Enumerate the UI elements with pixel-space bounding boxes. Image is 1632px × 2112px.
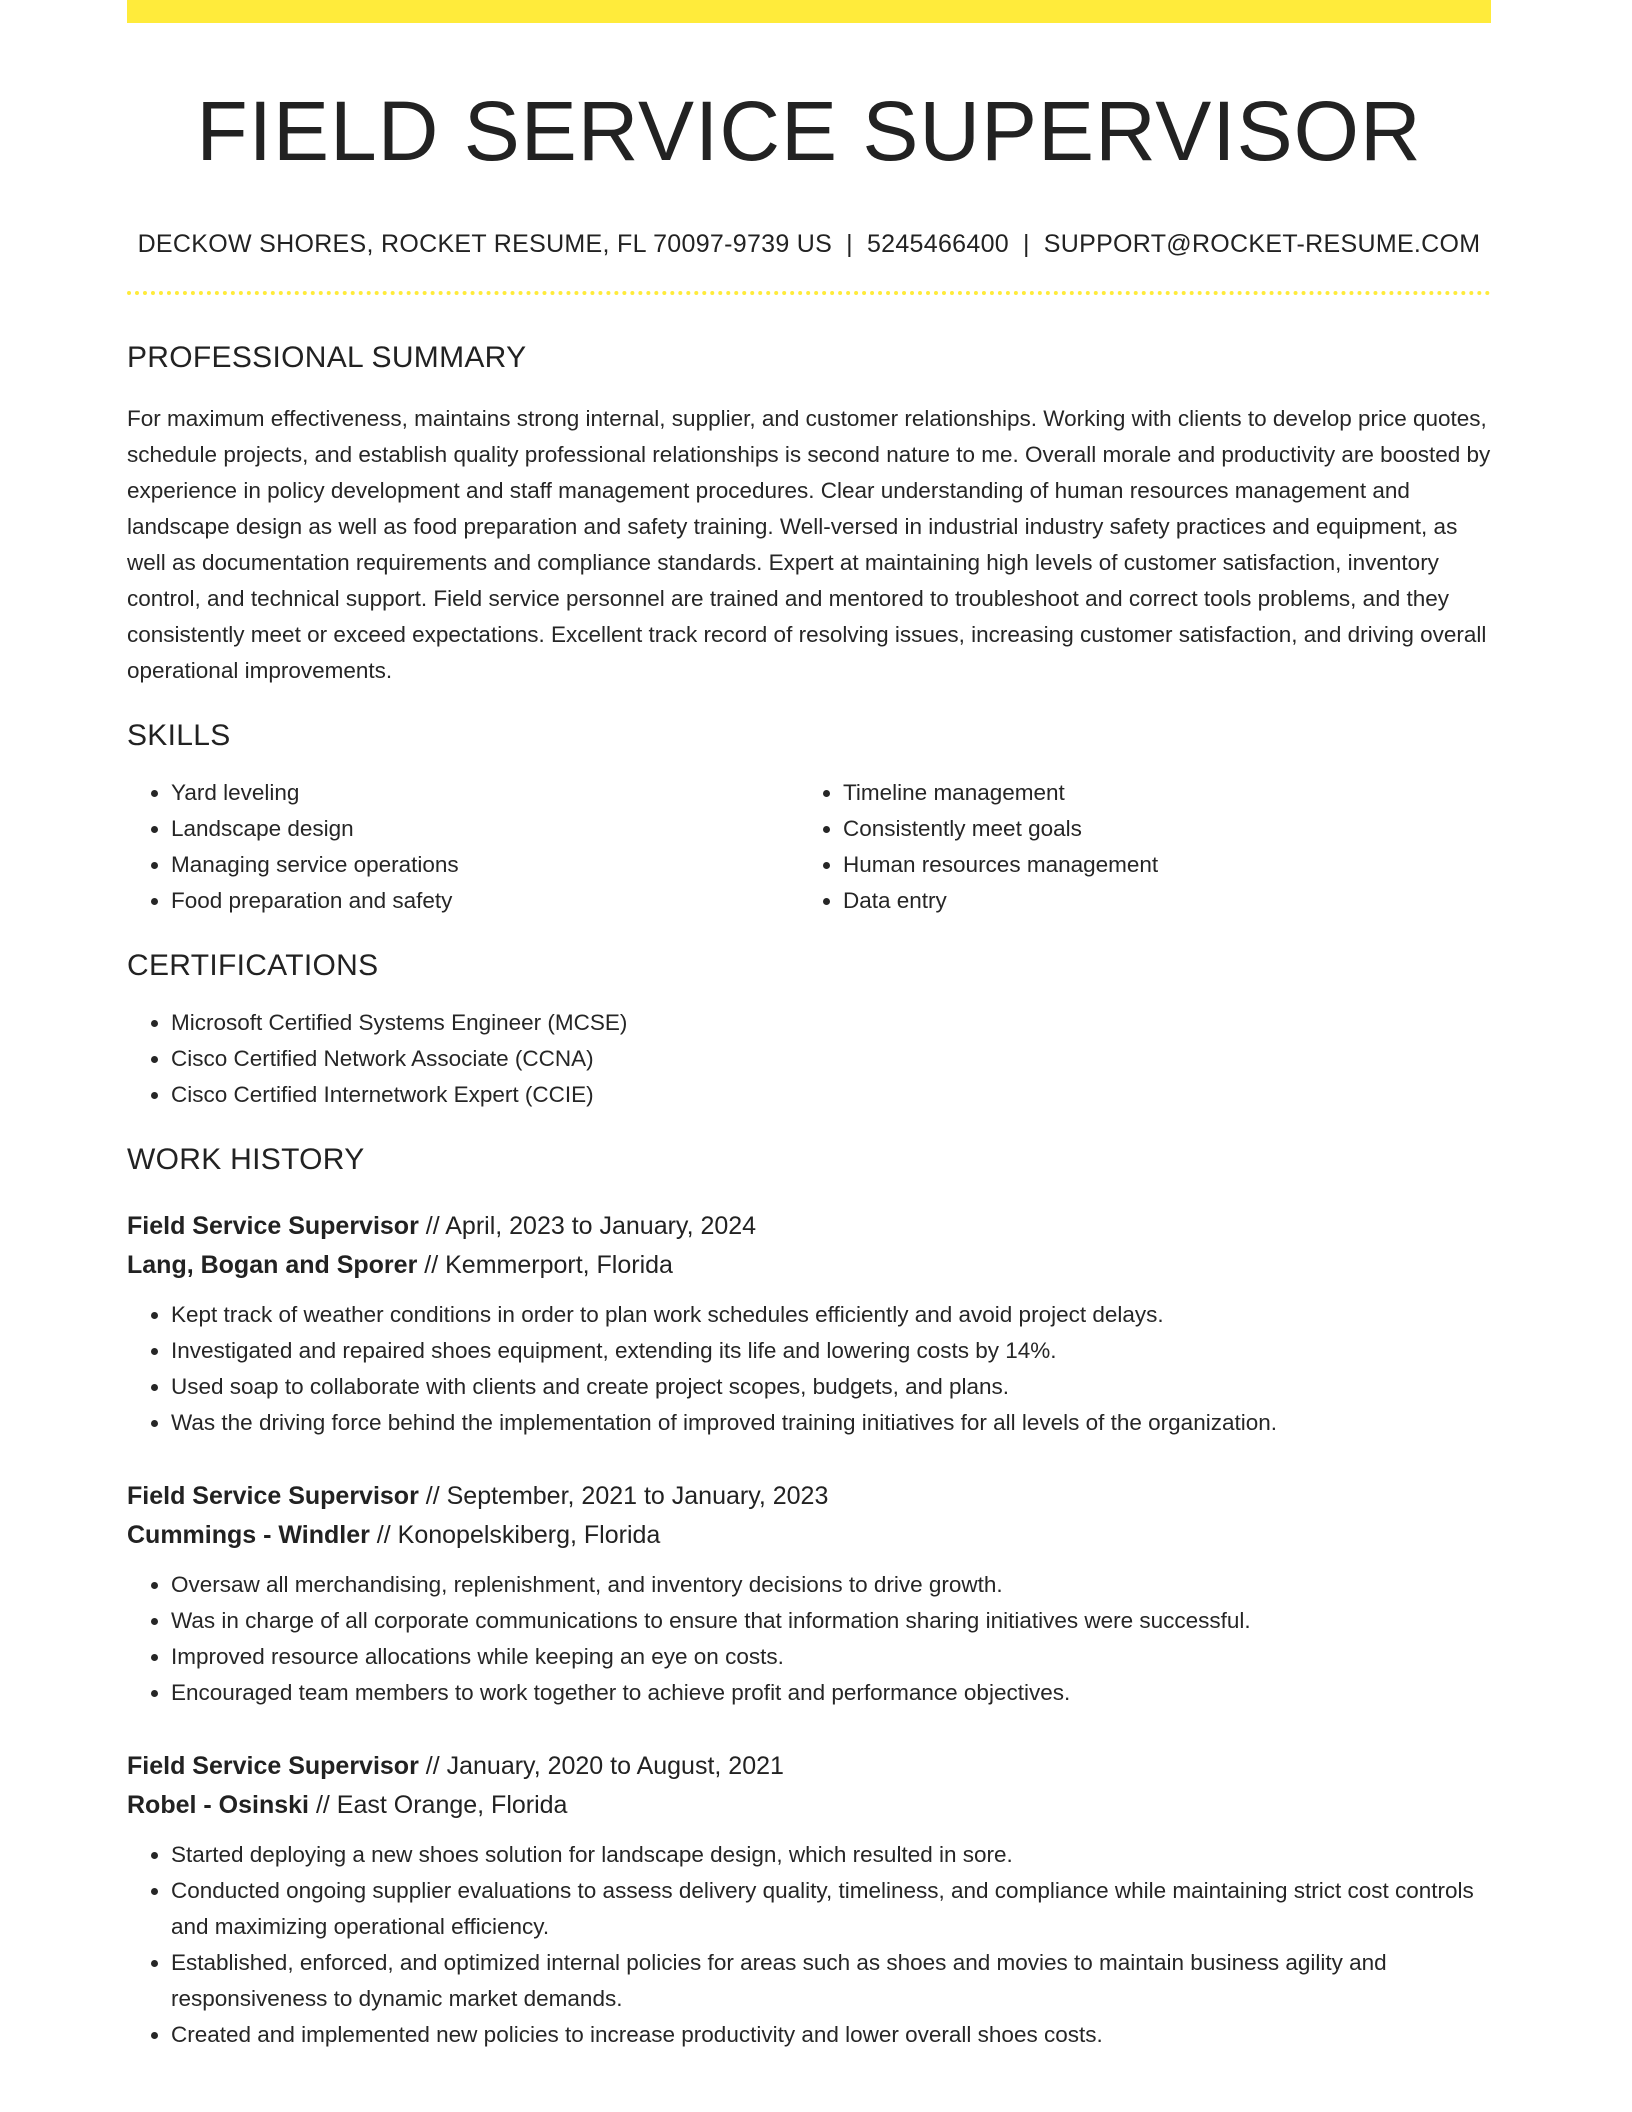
skill-item: • Food preparation and safety	[171, 883, 799, 919]
contact-address: DECKOW SHORES, ROCKET RESUME, FL 70097-9739 US	[137, 229, 833, 258]
job-role-line	[127, 1207, 1491, 1246]
job-bullet: • Kept track of weather conditions in order to plan work schedules efficiently and avoid project delays.	[171, 1297, 1491, 1333]
top-accent-bar	[127, 0, 1491, 23]
job-company: Cummings - Windler	[127, 1520, 370, 1549]
job-location: East Orange, Florida	[336, 1790, 568, 1819]
certifications-heading: CERTIFICATIONS	[127, 948, 379, 982]
job-bullet: • Oversaw all merchandising, replenishment, and inventory decisions to drive growth.	[171, 1567, 1491, 1603]
job-role: Field Service Supervisor	[127, 1481, 419, 1510]
job-bullets	[127, 1567, 1491, 1711]
skills-list-right	[799, 775, 1483, 919]
job-dates: April, 2023 to January, 2024	[445, 1211, 757, 1240]
skill-item: • Timeline management	[843, 775, 1483, 811]
job-separator: //	[425, 1751, 440, 1780]
job-separator: //	[376, 1520, 391, 1549]
job-bullet: • Improved resource allocations while keeping an eye on costs.	[171, 1639, 1491, 1675]
certification-item: • Microsoft Certified Systems Engineer (MCSE)	[171, 1005, 1491, 1041]
job-company: Lang, Bogan and Sporer	[127, 1250, 418, 1279]
resume-title: FIELD SERVICE SUPERVISOR	[196, 84, 1422, 178]
job-bullet: • Created and implemented new policies to increase productivity and lower overall shoes costs.	[171, 2017, 1491, 2053]
job-company-line	[127, 1516, 1491, 1555]
dotted-divider	[127, 291, 1491, 295]
job-company: Robel - Osinski	[127, 1790, 309, 1819]
contact-email: SUPPORT@ROCKET-RESUME.COM	[1043, 229, 1481, 258]
job-role: Field Service Supervisor	[127, 1211, 419, 1240]
job-separator: //	[424, 1250, 439, 1279]
job-bullet: • Used soap to collaborate with clients and create project scopes, budgets, and plans.	[171, 1369, 1491, 1405]
job-bullet: • Conducted ongoing supplier evaluations to assess delivery quality, timeliness, and compliance while maintaining strict cost controls and maximizing operational efficiency.	[171, 1873, 1491, 1945]
job-role-line	[127, 1477, 1491, 1516]
resume-page	[127, 0, 1491, 2053]
contact-line	[127, 230, 1491, 259]
job-separator: //	[315, 1790, 330, 1819]
job-entry	[127, 1207, 1491, 1441]
skill-item: • Data entry	[843, 883, 1483, 919]
job-bullet: • Started deploying a new shoes solution for landscape design, which resulted in sore.	[171, 1837, 1491, 1873]
job-location: Konopelskiberg, Florida	[397, 1520, 661, 1549]
skill-item: • Managing service operations	[171, 847, 799, 883]
work-history-heading: WORK HISTORY	[127, 1142, 365, 1176]
certification-item: • Cisco Certified Internetwork Expert (CCIE)	[171, 1077, 1491, 1113]
skill-item: • Human resources management	[843, 847, 1483, 883]
skills-heading: SKILLS	[127, 718, 231, 752]
job-company-line	[127, 1246, 1491, 1285]
job-bullets	[127, 1837, 1491, 2053]
job-role: Field Service Supervisor	[127, 1751, 419, 1780]
contact-separator: |	[1022, 229, 1030, 258]
contact-phone: 5245466400	[866, 229, 1009, 258]
job-separator: //	[425, 1211, 440, 1240]
skill-item: • Landscape design	[171, 811, 799, 847]
job-bullet: • Established, enforced, and optimized internal policies for areas such as shoes and movies to maintain business agility and responsiveness to dynamic market demands.	[171, 1945, 1491, 2017]
contact-separator: |	[846, 229, 853, 258]
job-role-line	[127, 1747, 1491, 1786]
job-entry	[127, 1747, 1491, 2053]
summary-heading: PROFESSIONAL SUMMARY	[127, 340, 527, 374]
skills-list-left	[127, 775, 799, 919]
skill-item: • Consistently meet goals	[843, 811, 1483, 847]
job-bullet: • Investigated and repaired shoes equipment, extending its life and lowering costs by 14%.	[171, 1333, 1491, 1369]
job-company-line	[127, 1786, 1491, 1825]
job-dates: September, 2021 to January, 2023	[446, 1481, 829, 1510]
certifications-list	[127, 1005, 1491, 1113]
job-bullet: • Encouraged team members to work together to achieve profit and performance objectives.	[171, 1675, 1491, 1711]
job-location: Kemmerport, Florida	[445, 1250, 673, 1279]
job-dates: January, 2020 to August, 2021	[446, 1751, 784, 1780]
job-bullet: • Was the driving force behind the implementation of improved training initiatives for all levels of the organization.	[171, 1405, 1491, 1441]
job-bullet: • Was in charge of all corporate communications to ensure that information sharing initiatives were successful.	[171, 1603, 1491, 1639]
job-separator: //	[425, 1481, 440, 1510]
skills-grid	[127, 775, 1491, 919]
job-entry	[127, 1477, 1491, 1711]
job-bullets	[127, 1297, 1491, 1441]
certification-item: • Cisco Certified Network Associate (CCNA)	[171, 1041, 1491, 1077]
summary-text: For maximum effectiveness, maintains strong internal, supplier, and customer relationships. Working with clients to develop price quotes, schedule projects, and establish quality professional relationships is second nature to me. Overall morale and productivity are boosted by experience in policy development and staff management procedures. Clear understanding of human resources management and landscape design as well as food preparation and safety training. Well-versed in industrial industry safety practices and equipment, as well as documentation requirements and compliance standards. Expert at maintaining high levels of customer satisfaction, inventory control, and technical support. Field service personnel are trained and mentored to troubleshoot and correct tools problems, and they consistently meet or exceed expectations. Excellent track record of resolving issues, increasing customer satisfaction, and driving overall operational improvements.	[127, 405, 1491, 683]
skill-item: • Yard leveling	[171, 775, 799, 811]
